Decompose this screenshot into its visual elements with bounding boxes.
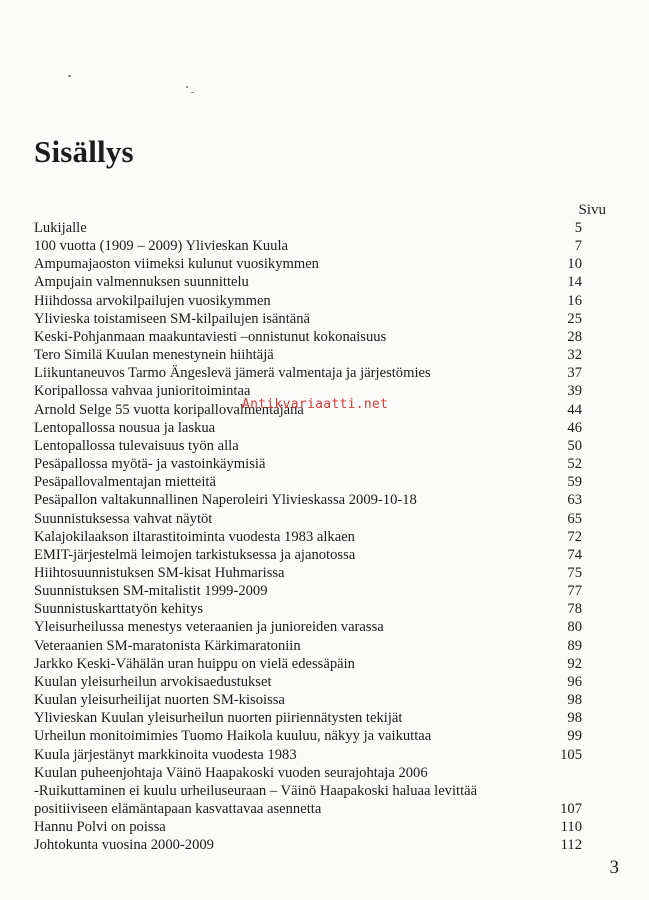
toc-entry-title: Urheilun monitoimimies Tuomo Haikola kuuluu, näkyy ja vaikuttaa <box>34 728 432 745</box>
toc-entry <box>34 419 582 437</box>
toc-entry <box>34 746 582 764</box>
toc-entry-page: 96 <box>567 673 582 690</box>
toc-entry-page: 50 <box>567 437 582 454</box>
toc-entry-page: 10 <box>567 256 582 273</box>
paper-speck <box>68 75 71 77</box>
toc-entry-title: Pesäpallovalmentajan mietteitä <box>34 474 216 491</box>
toc-entry <box>34 637 582 655</box>
toc-entry-page: 46 <box>567 419 582 436</box>
toc-entry <box>34 292 582 310</box>
toc-entry <box>34 364 582 382</box>
toc-entry <box>34 764 582 782</box>
toc-entry-title: positiiviseen elämäntapaan kasvattavaa asennetta <box>34 801 322 817</box>
table-of-contents <box>34 219 582 854</box>
toc-entry-page: 25 <box>567 310 582 327</box>
toc-entry-page: 5 <box>574 220 582 236</box>
toc-entry <box>34 818 582 836</box>
toc-entry-page: 89 <box>567 637 582 654</box>
toc-entry-page: 32 <box>567 347 582 364</box>
toc-entry-page: 105 <box>560 746 582 763</box>
toc-entry-page: 107 <box>560 801 582 817</box>
toc-entry-title: Hiihtosuunnistuksen SM-kisat Huhmarissa <box>34 564 285 581</box>
toc-entry-page: 39 <box>567 383 582 400</box>
toc-entry-title: Veteraanien SM-maratonista Kärkimaratoniin <box>34 637 301 654</box>
toc-entry-title: Ylivieska toistamiseen SM-kilpailujen isäntänä <box>34 310 311 327</box>
toc-entry-page: 78 <box>567 601 582 618</box>
toc-entry-page: 77 <box>567 583 582 600</box>
toc-entry-title: Yleisurheilussa menestys veteraanien ja junioreiden varassa <box>34 619 384 636</box>
toc-entry-title: Suunnistuksessa vahvat näytöt <box>34 510 213 527</box>
paper-speck <box>186 86 188 88</box>
toc-entry-page: 98 <box>567 692 582 709</box>
toc-entry-title: Hannu Polvi on poissa <box>34 819 166 836</box>
toc-entry <box>34 310 582 328</box>
toc-entry-page: 75 <box>567 564 582 581</box>
toc-entry-page: 16 <box>567 292 582 309</box>
toc-entry <box>34 582 582 600</box>
toc-entry-title: Hiihdossa arvokilpailujen vuosikymmen <box>34 292 271 309</box>
toc-entry-title: Suunnistuksen SM-mitalistit 1999-2009 <box>34 583 268 600</box>
toc-entry-page: 92 <box>567 655 582 672</box>
toc-entry-title: Kuulan yleisurheilun arvokisaedustukset <box>34 673 272 690</box>
toc-entry-page <box>552 764 582 782</box>
toc-entry <box>34 273 582 291</box>
toc-entry-title: Tero Similä Kuulan menestynein hiihtäjä <box>34 347 274 364</box>
toc-entry-title: Lentopallossa nousua ja laskua <box>34 419 216 436</box>
page-number: 3 <box>609 857 619 878</box>
toc-entry <box>34 346 582 364</box>
toc-entry <box>34 564 582 582</box>
toc-entry-title: Keski-Pohjanmaan maakuntaviesti –onnistunut kokonaisuus <box>34 328 387 345</box>
toc-entry <box>34 528 582 546</box>
toc-entry-title: Kuula järjestänyt markkinoita vuodesta 1983 <box>34 746 297 763</box>
toc-entry-page: 99 <box>567 728 582 745</box>
toc-entry-page: 44 <box>567 401 582 418</box>
toc-entry-title: Kalajokilaakson iltarastitoiminta vuodesta 1983 alkaen <box>34 528 355 545</box>
toc-entry-title: Pesäpallon valtakunnallinen Naperoleiri Ylivieskassa 2009-10-18 <box>34 492 417 509</box>
toc-entry-page: 80 <box>567 619 582 636</box>
toc-entry-title: -Ruikuttaminen ei kuulu urheiluseuraan – Väinö Haapakoski haluaa levittää <box>34 782 478 799</box>
toc-entry-title: Johtokunta vuosina 2000-2009 <box>34 837 214 854</box>
toc-entry-title: Koripallossa vahvaa junioritoimintaa <box>34 383 251 400</box>
toc-entry <box>34 655 582 673</box>
toc-entry <box>34 237 582 255</box>
toc-entry-page: 7 <box>574 238 582 255</box>
toc-entry-page: 65 <box>567 510 582 527</box>
toc-entry-page: 72 <box>567 528 582 545</box>
toc-entry-page: 14 <box>567 274 582 291</box>
toc-entry-title: Pesäpallossa myötä- ja vastoinkäymisiä <box>34 456 266 473</box>
toc-entry-title: 100 vuotta (1909 – 2009) Ylivieskan Kuula <box>34 238 289 255</box>
toc-entry <box>34 600 582 618</box>
toc-entry <box>34 691 582 709</box>
toc-entry <box>34 618 582 636</box>
toc-entry-page <box>552 782 582 800</box>
toc-entry-page: 110 <box>560 819 582 836</box>
toc-entry-title: Kuulan puheenjohtaja Väinö Haapakoski vuoden seurajohtaja 2006 <box>34 764 428 781</box>
toc-entry-page: 52 <box>567 456 582 473</box>
toc-entry-title: Ylivieskan Kuulan yleisurheilun nuorten piiriennätysten tekijät <box>34 710 403 727</box>
toc-entry <box>34 800 582 818</box>
toc-entry <box>34 727 582 745</box>
toc-entry <box>34 219 582 237</box>
toc-entry-title: Lentopallossa tulevaisuus työn alla <box>34 437 239 454</box>
toc-entry <box>34 510 582 528</box>
toc-entry <box>34 491 582 509</box>
toc-entry-page: 28 <box>567 328 582 345</box>
toc-entry <box>34 782 582 800</box>
page-column-header: Sivu <box>578 202 606 218</box>
toc-entry <box>34 455 582 473</box>
toc-entry <box>34 437 582 455</box>
page-title: Sisällys <box>34 134 134 169</box>
toc-entry-title: Arnold Selge 55 vuotta koripallovalmentajana <box>34 401 304 418</box>
toc-entry-page: 112 <box>560 837 582 854</box>
toc-entry-page: 74 <box>567 546 582 563</box>
toc-entry-title: Kuulan yleisurheilijat nuorten SM-kisoissa <box>34 692 285 709</box>
toc-entry-title: Ampujain valmennuksen suunnittelu <box>34 274 249 291</box>
toc-entry-title: Lukijalle <box>34 220 87 236</box>
toc-entry-title: Ampumajaoston viimeksi kulunut vuosikymmen <box>34 256 319 273</box>
toc-entry <box>34 255 582 273</box>
toc-entry-page: 37 <box>567 365 582 382</box>
toc-entry <box>34 673 582 691</box>
toc-entry <box>34 473 582 491</box>
toc-entry-title: EMIT-järjestelmä leimojen tarkistuksessa ja ajanotossa <box>34 546 356 563</box>
toc-entry-title: Liikuntaneuvos Tarmo Ängeslevä jämerä valmentaja ja järjestömies <box>34 365 431 382</box>
watermark-text: Antikvariaatti.net <box>242 397 389 412</box>
toc-entry <box>34 328 582 346</box>
toc-entry-page: 59 <box>567 474 582 491</box>
toc-entry <box>34 836 582 854</box>
toc-entry-page: 63 <box>567 492 582 509</box>
toc-entry-title: Suunnistuskarttatyön kehitys <box>34 601 204 618</box>
toc-entry-title: Jarkko Keski-Vähälän uran huippu on vielä edessäpäin <box>34 655 355 672</box>
toc-entry <box>34 546 582 564</box>
toc-entry <box>34 709 582 727</box>
paper-speck <box>191 92 194 93</box>
toc-entry-page: 98 <box>567 710 582 727</box>
